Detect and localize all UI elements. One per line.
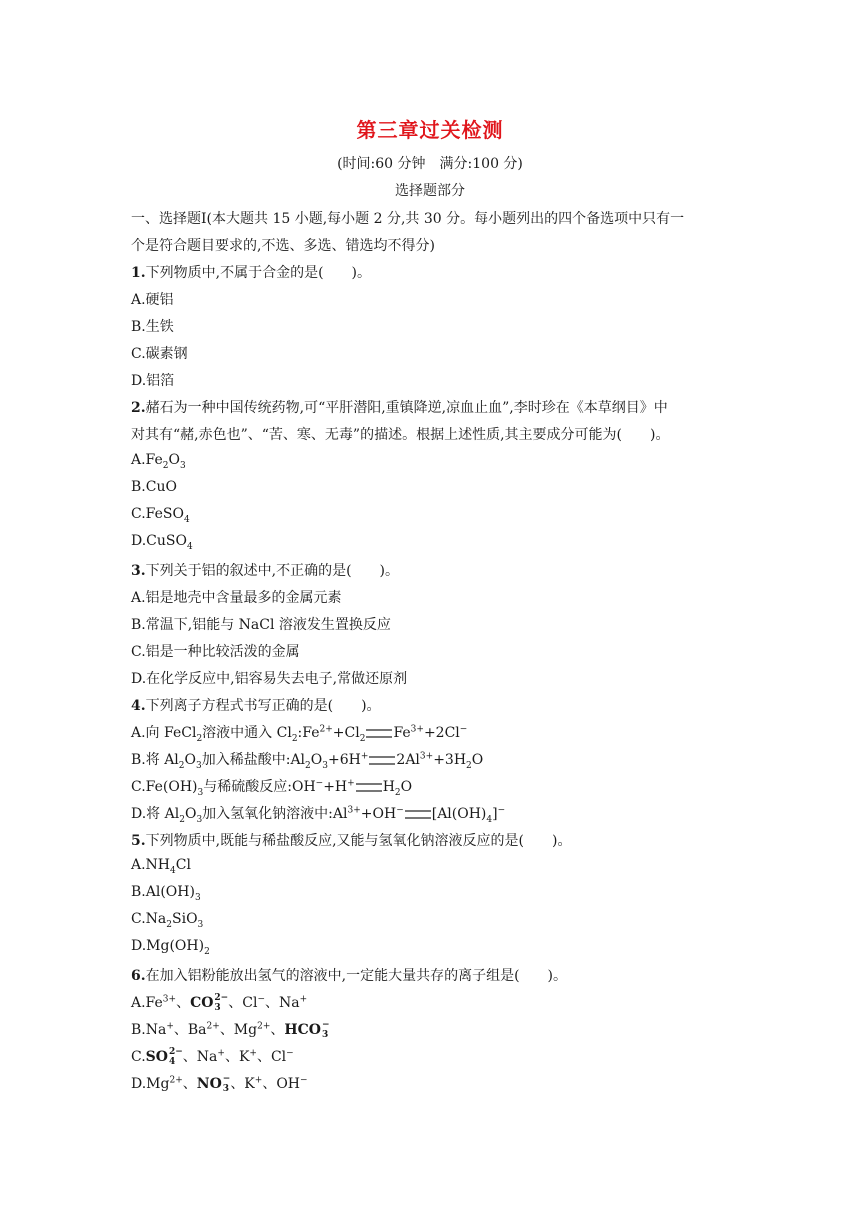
q3-option-b: B.常温下,铝能与 NaCl 溶液发生置换反应 — [131, 617, 391, 633]
q2-option-a: $A.Fe_2O_3$ — [131, 452, 186, 471]
question-1 — [131, 262, 371, 282]
question-number: 1. — [131, 265, 146, 281]
question-stem: 下列关于铝的叙述中,不正确的是( )。 — [145, 563, 399, 579]
question-5 — [131, 830, 571, 850]
q4-option-b: B.将 $Al_2O_3$加入稀盐酸中$:Al_2O_3+6H^+$ $2Al^{3+}+3H_2O$ — [131, 751, 484, 771]
question-stem-line-1: 赭石为一种中国传统药物,可“平肝潜阳,重镇降逆,凉血止血”,李时珍在《本草纲目》中 — [145, 400, 668, 416]
question-stem: 下列物质中,既能与稀盐酸反应,又能与氢氧化钠溶液反应的是( )。 — [145, 833, 572, 849]
section-heading: 选择题部分 — [395, 183, 465, 199]
question-stem: 下列离子方程式书写正确的是( )。 — [145, 698, 381, 714]
q4-option-a: A.向 FeCl$_2$溶液中通入 $Cl_2:Fe^{2+}+Cl_2$ $Fe^{3+}+2Cl^-$ — [131, 724, 468, 744]
question-3 — [131, 560, 399, 580]
q2-option-d: D.CuSO$_4$ — [131, 533, 193, 552]
q1-option-b: B.生铁 — [131, 319, 174, 335]
q4-option-c: $C.Fe(OH)_3$与稀硫酸反应:OH−+H+ $H_2O$ — [131, 778, 413, 798]
q6-option-c: C.SO 2− 4 、Na+、K+、Cl− — [131, 1047, 294, 1067]
question-number: 4. — [131, 698, 146, 714]
q6-option-a: $A.Fe^{3+}$、CO 2− 3 、Cl−、Na+ — [131, 993, 308, 1013]
question-number: 2. — [131, 400, 146, 416]
instructions-line-1: 一、选择题Ⅰ(本大题共 15 小题,每小题 2 分,共 30 分。每小题列出的四个备选项中只有一 — [131, 211, 685, 227]
page-title: 第三章过关检测 — [356, 118, 504, 142]
q3-option-a: A.铝是地壳中含量最多的金属元素 — [131, 590, 342, 606]
q2-option-b: B.CuO — [131, 479, 177, 495]
instructions-line-2: 个是符合题目要求的,不选、多选、错选均不得分) — [131, 238, 435, 254]
question-number: 5. — [131, 833, 146, 849]
q1-option-d: D.铝箔 — [131, 373, 175, 389]
question-number: 6. — [131, 968, 146, 984]
question-2 — [131, 397, 668, 417]
question-stem: 下列物质中,不属于合金的是( )。 — [145, 265, 371, 281]
exam-time-info: (时间:60 分钟 满分:100 分) — [337, 156, 523, 172]
q6-option-b: B.Na+、$Ba^{2+}$、$Mg^{2+}$、HCO − 3 — [131, 1020, 330, 1040]
q5-option-a: $A.NH_4Cl$ — [131, 857, 191, 876]
q3-option-d: D.在化学反应中,铝容易失去电子,常做还原剂 — [131, 671, 408, 687]
q3-option-c: C.铝是一种比较活泼的金属 — [131, 644, 300, 660]
q5-option-b: $B.Al(OH)_3$ — [131, 884, 201, 903]
question-stem: 在加入铝粉能放出氢气的溶液中,一定能大量共存的离子组是( )。 — [145, 968, 567, 984]
question-4 — [131, 695, 381, 715]
question-number: 3. — [131, 563, 146, 579]
q6-option-d: $D.Mg^{2+}$、NO − 3 、K+、OH− — [131, 1074, 308, 1094]
q5-option-c: $C.Na_2SiO_3$ — [131, 911, 204, 930]
q1-option-c: C.碳素钢 — [131, 346, 188, 362]
question-2-line-2: 对其有“赭,赤色也”、“苦、寒、无毒”的描述。根据上述性质,其主要成分可能为( )。 — [131, 427, 670, 443]
q4-option-d: D.将 $Al_2O_3$加入氢氧化钠溶液中$:Al^{3+}+OH^-$ $[Al(OH)_4]^-$ — [131, 805, 506, 825]
q5-option-d: $D.Mg(OH)_2$ — [131, 938, 210, 957]
question-6 — [131, 965, 567, 985]
q1-option-a: A.硬铝 — [131, 292, 174, 308]
q2-option-c: C.FeSO$_4$ — [131, 506, 190, 525]
